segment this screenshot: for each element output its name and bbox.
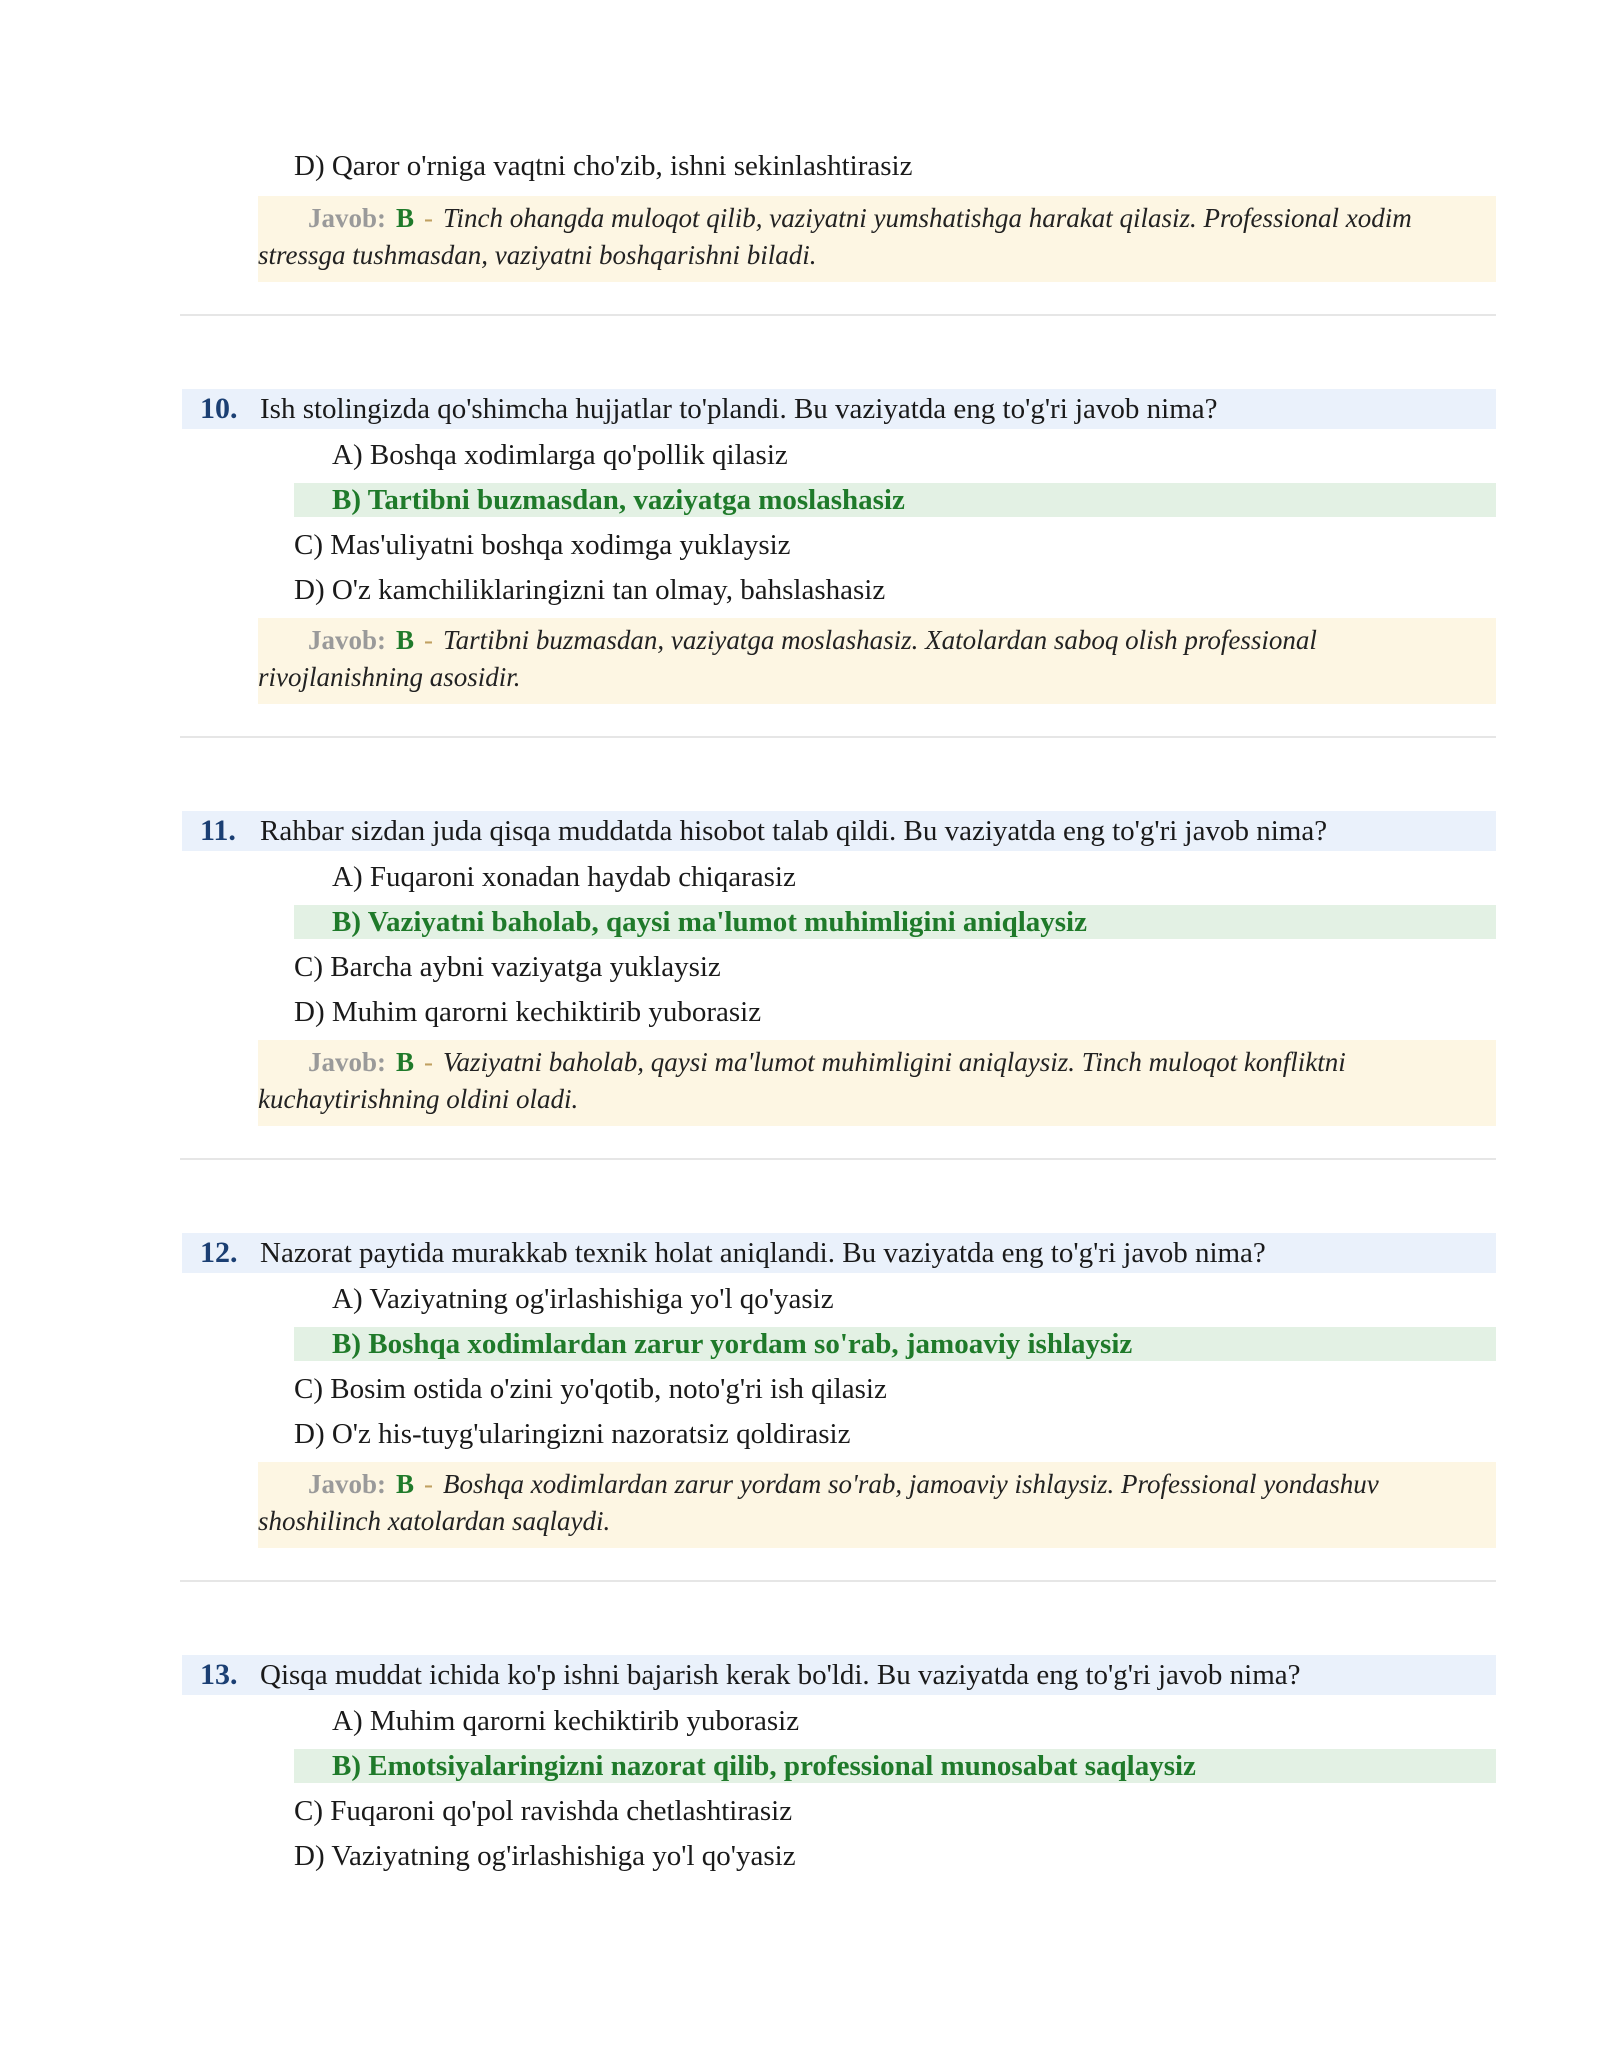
option-b-correct: B) Tartibni buzmasdan, vaziyatga moslashasiz [332, 484, 905, 516]
answer-dash: - [424, 625, 434, 655]
option-a: A) Muhim qarorni kechiktirib yuborasiz [332, 1705, 800, 1737]
answer-key: B [396, 203, 415, 233]
answer-box [258, 196, 1496, 282]
option-c: C) Mas'uliyatni boshqa xodimga yuklaysiz [294, 529, 791, 561]
separator [180, 1158, 1496, 1160]
answer-box [258, 1040, 1496, 1126]
separator [180, 314, 1496, 316]
answer-label: Javob: [308, 1047, 387, 1077]
option-a: A) Vaziyatning og'irlashishiga yo'l qo'yasiz [332, 1283, 834, 1315]
option-c: C) Bosim ostida o'zini yo'qotib, noto'g'ri ish qilasiz [294, 1373, 887, 1405]
option-c: C) Fuqaroni qo'pol ravishda chetlashtirasiz [294, 1795, 793, 1827]
question-10 [182, 389, 1496, 429]
answer-dash: - [424, 1047, 434, 1077]
answer-key: B [396, 625, 415, 655]
answer-box [258, 618, 1496, 704]
answer-explanation: Vaziyatni baholab, qaysi ma'lumot muhimligini aniqlaysiz. Tinch muloqot konfliktni kuchaytirishning oldini oladi. [258, 1047, 1346, 1114]
option-c: C) Barcha aybni vaziyatga yuklaysiz [294, 951, 721, 983]
question-text: Rahbar sizdan juda qisqa muddatda hisobot talab qildi. Bu vaziyatda eng to'g'ri javob nima? [260, 815, 1328, 847]
option-b-correct: B) Emotsiyalaringizni nazorat qilib, professional munosabat saqlaysiz [332, 1750, 1196, 1782]
question-number: 12. [200, 1236, 238, 1269]
answer-explanation: Boshqa xodimlardan zarur yordam so'rab, jamoaviy ishlaysiz. Professional yondashuv shoshilinch xatolardan saqlaydi. [258, 1469, 1379, 1536]
question-12 [182, 1233, 1496, 1273]
answer-label: Javob: [308, 1469, 387, 1499]
answer-key: B [396, 1469, 415, 1499]
answer-label: Javob: [308, 625, 387, 655]
separator [180, 736, 1496, 738]
option-a: A) Fuqaroni xonadan haydab chiqarasiz [332, 861, 796, 893]
option-b-correct: B) Vaziyatni baholab, qaysi ma'lumot muhimligini aniqlaysiz [332, 906, 1087, 938]
option-d: D) Muhim qarorni kechiktirib yuborasiz [294, 996, 762, 1028]
question-text: Qisqa muddat ichida ko'p ishni bajarish kerak bo'ldi. Bu vaziyatda eng to'g'ri javob nima? [260, 1659, 1301, 1691]
answer-label: Javob: [308, 203, 387, 233]
option-d: D) O'z kamchiliklaringizni tan olmay, bahslashasiz [294, 574, 886, 606]
question-number: 11. [200, 814, 236, 847]
question-11 [182, 811, 1496, 851]
answer-box [258, 1462, 1496, 1548]
answer-dash: - [424, 1469, 434, 1499]
separator [180, 1580, 1496, 1582]
answer-explanation: Tartibni buzmasdan, vaziyatga moslashasiz. Xatolardan saboq olish professional rivojlanishning asosidir. [258, 625, 1317, 692]
answer-explanation: Tinch ohangda muloqot qilib, vaziyatni yumshatishga harakat qilasiz. Professional xodim stressga tushmasdan, vaziyatni boshqarishni biladi. [258, 203, 1412, 270]
question-number: 10. [200, 392, 238, 425]
question-text: Ish stolingizda qo'shimcha hujjatlar to'plandi. Bu vaziyatda eng to'g'ri javob nima? [260, 393, 1218, 425]
option-a: A) Boshqa xodimlarga qo'pollik qilasiz [332, 439, 788, 471]
option-d: D) Vaziyatning og'irlashishiga yo'l qo'yasiz [294, 1840, 796, 1872]
question-13 [182, 1655, 1496, 1695]
answer-dash: - [424, 203, 434, 233]
answer-key: B [396, 1047, 415, 1077]
option-b-correct: B) Boshqa xodimlardan zarur yordam so'rab, jamoaviy ishlaysiz [332, 1328, 1133, 1360]
question-text: Nazorat paytida murakkab texnik holat aniqlandi. Bu vaziyatda eng to'g'ri javob nima? [260, 1237, 1266, 1269]
option-d: D) O'z his-tuyg'ularingizni nazoratsiz qoldirasiz [294, 1418, 851, 1450]
question-number: 13. [200, 1658, 238, 1691]
option-d: D) Qaror o'rniga vaqtni cho'zib, ishni sekinlashtirasiz [294, 150, 913, 182]
